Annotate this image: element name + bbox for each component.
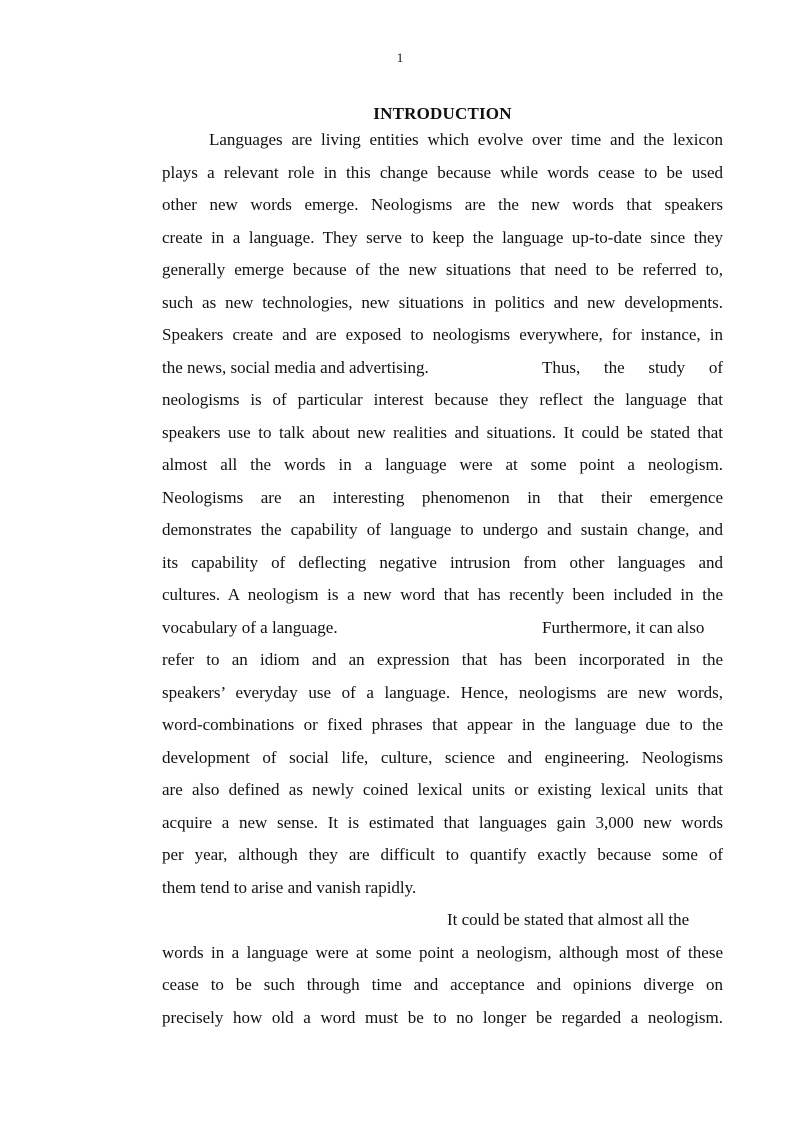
text-line: neologisms is of particular interest because they reflect the language that: [162, 390, 723, 409]
text-line: precisely how old a word must be to no longer be regarded a neologism.: [162, 1007, 723, 1027]
text-line: almost all the words in a language were at some point a neologism.: [162, 455, 723, 474]
text-line: create in a language. They serve to keep the language up-to-date since they: [162, 227, 723, 247]
text-segment: Thus, the study of: [542, 357, 723, 377]
body-text: [162, 124, 723, 1034]
text-line: such as new technologies, new situations in politics and new developments.: [162, 292, 723, 312]
text-line: are also defined as newly coined lexical units or existing lexical units that: [162, 780, 723, 799]
text-line: cease to be such through time and acceptance and opinions diverge on: [162, 975, 723, 994]
text-line: acquire a new sense. It is estimated that languages gain 3,000 new words: [162, 812, 723, 832]
text-segment: vocabulary of a language.: [162, 617, 338, 637]
text-segment: Furthermore, it can also: [542, 617, 705, 637]
text-line: speakers’ everyday use of a language. Hence, neologisms are new words,: [162, 682, 723, 702]
text-line: Neologisms are an interesting phenomenon in that their emergence: [162, 487, 723, 507]
text-line: per year, although they are difficult to quantify exactly because some of: [162, 845, 723, 864]
text-line: word-combinations or fixed phrases that appear in the language due to the: [162, 715, 723, 734]
text-line: development of social life, culture, science and engineering. Neologisms: [162, 747, 723, 767]
text-line: Languages are living entities which evolve over time and the lexicon: [209, 130, 723, 149]
text-line: demonstrates the capability of language to undergo and sustain change, and: [162, 520, 723, 539]
page-number: 1: [396, 50, 404, 65]
text-line: other new words emerge. Neologisms are the new words that speakers: [162, 195, 723, 214]
text-line: plays a relevant role in this change because while words cease to be used: [162, 162, 723, 182]
text-segment: the news, social media and advertising.: [162, 357, 429, 377]
text-line: speakers use to talk about new realities and situations. It could be stated that: [162, 422, 723, 442]
text-line: Speakers create and are exposed to neologisms everywhere, for instance, in: [162, 325, 723, 344]
text-line: them tend to arise and vanish rapidly.: [162, 877, 417, 897]
text-line: cultures. A neologism is a new word that has recently been included in the: [162, 585, 723, 604]
text-line: refer to an idiom and an expression that has been incorporated in the: [162, 650, 723, 669]
text-line-split: [162, 612, 723, 645]
text-line: its capability of deflecting negative intrusion from other languages and: [162, 552, 723, 572]
text-line: It could be stated that almost all the: [447, 910, 690, 929]
text-line: generally emerge because of the new situations that need to be referred to,: [162, 260, 723, 279]
page-title: INTRODUCTION: [373, 104, 512, 123]
text-line: words in a language were at some point a neologism, although most of these: [162, 942, 723, 962]
text-line-split: [162, 352, 723, 385]
